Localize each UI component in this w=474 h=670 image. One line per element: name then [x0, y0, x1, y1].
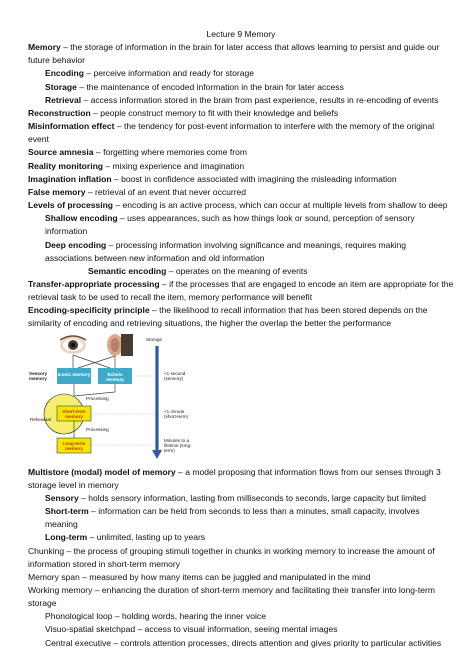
definition: – information can be held from seconds to less than a minutes, small capacity, involves meaning: [45, 506, 420, 530]
definition: – the maintenance of encoded information in the brain for later access: [76, 81, 344, 92]
definition-line: [28, 81, 454, 94]
eye-illustration: [60, 336, 86, 354]
term: Long-term: [45, 532, 88, 543]
storage-label: Storage: [146, 336, 163, 342]
definition: – mixing experience and imagination: [103, 160, 245, 171]
ear-illustration: [107, 334, 133, 356]
definition-line: [28, 466, 454, 492]
definition-line: [28, 584, 454, 610]
definition-line: [28, 265, 454, 278]
definition-line: [28, 531, 454, 544]
definition: – if the processes that are engaged to encode an item are appropriate for the retrieval task to be used to recall the item, memory performance will benefit: [28, 278, 454, 303]
definition-line: [28, 212, 454, 238]
term: Semantic encoding: [88, 265, 167, 276]
definition: – unlimited, lasting up to years: [87, 532, 206, 543]
definition: – forgetting where memories come from: [93, 147, 247, 158]
definition-line: [28, 199, 454, 212]
echoic-memory-label: Echoic memory: [106, 371, 124, 382]
definition: – operates on the meaning of events: [166, 265, 308, 276]
rehearsal-label: Rehearsal: [30, 416, 51, 422]
term: Transfer-appropriate processing: [28, 278, 160, 289]
definition-line: [28, 610, 454, 623]
term: Sensory: [45, 492, 79, 503]
page-title: Lecture 9 Memory: [206, 29, 276, 39]
sensory-memory-label: Sensory memory: [29, 370, 48, 381]
term: Memory: [28, 42, 61, 53]
time-label-long-term: Minutes to a lifetime (long-term): [164, 437, 192, 453]
definition-line: [28, 492, 454, 505]
definition-line: [28, 160, 454, 173]
definition: Visuo-spatial sketchpad – access to visual information, seeing mental images: [45, 624, 338, 635]
definition-line: [28, 623, 454, 636]
definition: – encoding is an active process, which can occur at multiple levels from shallow to deep: [113, 200, 448, 211]
definition: – boost in confidence associated with imagining the misleading information: [111, 173, 397, 184]
definition: – people construct memory to fit with their knowledge and beliefs: [90, 107, 339, 118]
short-term-memory-label: Short-term memory: [62, 408, 86, 419]
definitions-section-1: [28, 41, 454, 330]
definition-line: [28, 304, 454, 330]
term: Reconstruction: [28, 107, 91, 118]
term: Imagination inflation: [28, 173, 112, 184]
term: Multistore (modal) model of memory: [28, 466, 176, 477]
term: Levels of processing: [28, 200, 114, 211]
definition: – holds sensory information, lasting from milliseconds to seconds, large capacity but limited: [78, 492, 426, 503]
definition: – the likelihood to recall information that has been stored depends on the similarity of encoding and retrieving situations, the higher the overlap the better the performance: [28, 305, 428, 329]
definition: – the tendency for post-event information to interfere with the memory of the original event: [28, 121, 435, 145]
term: False memory: [28, 186, 86, 197]
definition-line: [28, 107, 454, 120]
definition: – uses appearances, such as how things look or sound, perception of sensory information: [45, 213, 415, 237]
definition: – perceive information and ready for storage: [83, 68, 255, 79]
definition: – the storage of information in the brain for later access that allows learning to persist and guide our future behavior: [28, 42, 440, 66]
processing-label-1: Processing: [86, 395, 109, 401]
definition-line: [28, 67, 454, 80]
iconic-memory-label: Iconic memory: [57, 371, 91, 377]
multistore-memory-diagram: [28, 334, 454, 462]
definition-line: [28, 146, 454, 159]
definition: – access information stored in the brain from past experience, results in re-encoding of events: [81, 94, 439, 105]
term: Storage: [45, 81, 77, 92]
definition: Chunking – the process of grouping stimuli together in chunks in working memory to increase the amount of information stored in short-term memory: [28, 545, 435, 569]
definition: Central executive – controls attention processes, directs attention and gives priority to particular activities: [45, 637, 442, 648]
definition-line: [28, 239, 454, 265]
long-term-memory-label: Long-term memory: [62, 440, 86, 451]
definition-line: [28, 120, 454, 146]
processing-label-2: Processing: [86, 426, 109, 432]
term: Misinformation effect: [28, 121, 115, 132]
definition-line: [28, 186, 454, 199]
definition: Phonological loop – holding words, hearing the inner voice: [45, 611, 266, 622]
definition: Memory span – measured by how many items can be juggled and manipulated in the mind: [28, 571, 371, 582]
definitions-section-2: [28, 466, 454, 650]
definition-line: [28, 637, 454, 650]
definition: – a model proposing that information flows from our senses through 3 storage level in memory: [28, 466, 441, 490]
definition-line: [28, 545, 454, 571]
definition-line: [28, 505, 454, 531]
definition-line: [28, 94, 454, 107]
time-label-sensory: <1 second (sensory): [164, 370, 186, 381]
time-label-short-term: <1 minute (short-term): [164, 408, 188, 419]
term: Source amnesia: [28, 147, 94, 158]
definition: Working memory – enhancing the duration of short-term memory and facilitating their transfer into long-term storage: [28, 585, 435, 609]
term: Reality monitoring: [28, 160, 104, 171]
definition: – processing information involving significance and meanings, requires making associations between new information and old information: [45, 239, 407, 263]
term: Retrieval: [45, 94, 82, 105]
document-page: [28, 28, 454, 650]
term: Encoding-specificity principle: [28, 305, 150, 316]
term: Shallow encoding: [45, 213, 118, 224]
term: Encoding: [45, 68, 84, 79]
definition-line: [28, 173, 454, 186]
definition-line: [28, 278, 454, 304]
definition-line: [28, 41, 454, 67]
definition-line: [28, 571, 454, 584]
term: Deep encoding: [45, 239, 107, 250]
definition: – retrieval of an event that never occurred: [85, 186, 247, 197]
term: Short-term: [45, 506, 89, 517]
